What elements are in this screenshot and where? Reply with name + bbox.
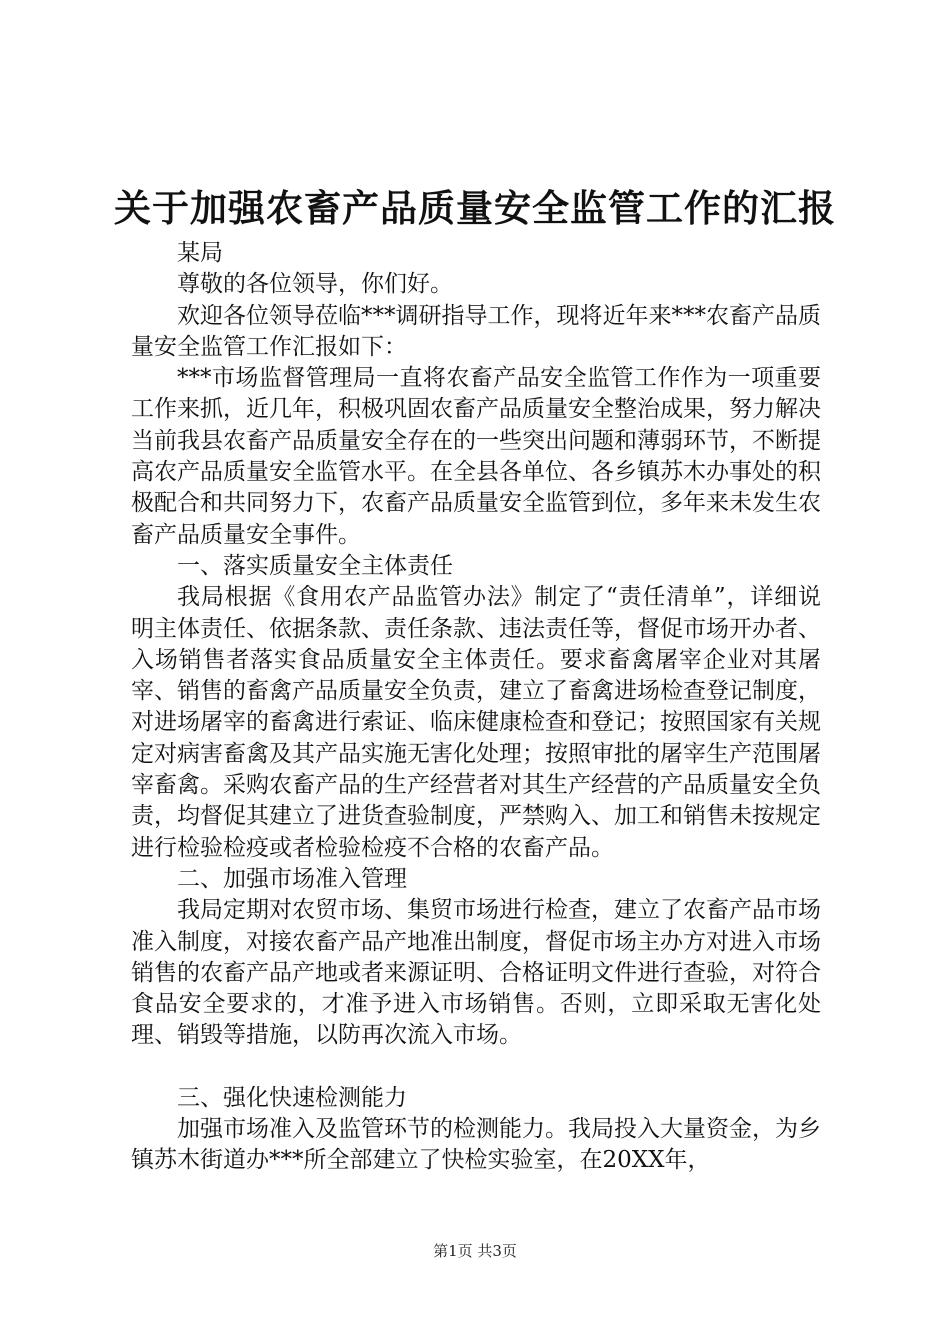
paragraph-overview: ***市场监督管理局一直将农畜产品安全监管工作作为一项重要工作来抓，近几年，积极巩固农畜产品质量安全整治成果，努力解决当前我县农畜产品质量安全存在的一些突出问题和薄弱环节，不断提高农产品质量安全监管水平。在全县各单位、各乡镇苏木办事处的积极配合和共同努力下，农畜产品质量安全监管到位，多年来未发生农畜产品质量安全事件。 [131,365,821,548]
page-number-footer: 第1页 共3页 [433,1242,517,1260]
paragraph-section-1: 我局根据《食用农产品监管办法》制定了“责任清单”，详细说明主体责任、依据条款、责任条款、违法责任等，督促市场开办者、入场销售者落实食品质量安全主体责任。要求畜禽屠宰企业对其屠宰、销售的畜禽产品质量安全负责，建立了畜禽进场检查登记制度，对进场屠宰的畜禽进行索证、临床健康检查和登记；按照国家有关规定对病害畜禽及其产品实施无害化处理；按照审批的屠宰生产范围屠宰畜禽。采购农畜产品的生产经营者对其生产经营的产品质量安全负责，均督促其建立了进货查验制度，严禁购入、加工和销售未按规定进行检验检疫或者检验检疫不合格的农畜产品。 [131,584,821,861]
paragraph-intro: 欢迎各位领导莅临***调研指导工作，现将近年来***农畜产品质量安全监管工作汇报如下： [131,302,821,360]
document-body [131,238,821,1177]
paragraph-recipient: 某局 [177,240,223,266]
paragraph-section-3: 加强市场准入及监管环节的检测能力。我局投入大量资金，为乡镇苏木街道办***所全部建立了快检实验室，在20XX年， [131,1116,821,1174]
paragraph-section-2: 我局定期对农贸市场、集贸市场进行检查，建立了农畜产品市场准入制度，对接农畜产品产地准出制度，督促市场主办方对进入市场销售的农畜产品产地或者来源证明、合格证明文件进行查验，对符合食品安全要求的，才准予进入市场销售。否则，立即采取无害化处理、销毁等措施，以防再次流入市场。 [131,897,821,1049]
section-heading-1: 一、落实质量安全主体责任 [177,552,453,579]
section-heading-3: 三、强化快速检测能力 [177,1084,407,1111]
section-heading-2: 二、加强市场准入管理 [177,865,407,892]
paragraph-greeting: 尊敬的各位领导，你们好。 [177,271,453,298]
document-title: 关于加强农畜产品质量安全监管工作的汇报 [114,187,836,230]
blank-line [131,1052,821,1083]
